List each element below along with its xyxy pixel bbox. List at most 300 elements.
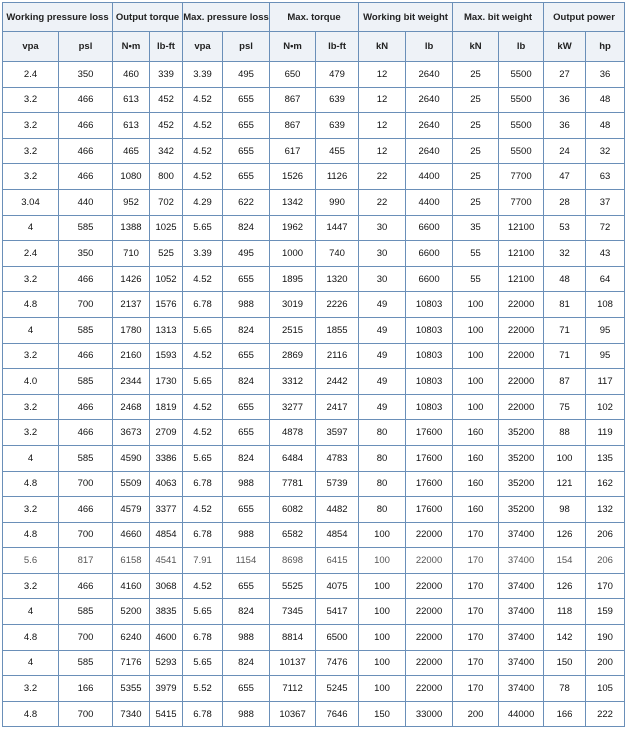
table-cell: 36 [586, 62, 625, 88]
table-cell: 3.2 [3, 394, 59, 420]
table-cell: 4.52 [183, 87, 223, 113]
table-cell: 3979 [150, 676, 183, 702]
table-cell: 10803 [406, 394, 453, 420]
table-cell: 36 [544, 113, 586, 139]
table-cell: 5417 [316, 599, 359, 625]
table-cell: 7646 [316, 701, 359, 727]
table-cell: 3.2 [3, 138, 59, 164]
table-cell: 655 [223, 164, 270, 190]
table-cell: 3.2 [3, 420, 59, 446]
table-cell: 655 [223, 266, 270, 292]
table-cell: 2640 [406, 87, 453, 113]
table-cell: 5525 [270, 573, 316, 599]
table-cell: 2160 [113, 343, 150, 369]
table-cell: 170 [586, 573, 625, 599]
table-row [3, 650, 625, 676]
table-cell: 655 [223, 394, 270, 420]
table-cell: 1052 [150, 266, 183, 292]
table-cell: 495 [223, 62, 270, 88]
table-cell: 639 [316, 87, 359, 113]
table-cell: 2515 [270, 317, 316, 343]
table-cell: 867 [270, 113, 316, 139]
table-cell: 4.52 [183, 573, 223, 599]
table-cell: 339 [150, 62, 183, 88]
table-cell: 585 [59, 215, 113, 241]
table-cell: 200 [586, 650, 625, 676]
table-cell: 12 [359, 113, 406, 139]
table-cell: 78 [544, 676, 586, 702]
table-cell: 6158 [113, 548, 150, 574]
table-cell: 2640 [406, 138, 453, 164]
table-cell: 2640 [406, 113, 453, 139]
table-cell: 988 [223, 701, 270, 727]
table-row [3, 369, 625, 395]
table-cell: 160 [453, 497, 499, 523]
table-cell: 1320 [316, 266, 359, 292]
table-cell: 700 [59, 471, 113, 497]
table-cell: 585 [59, 650, 113, 676]
table-cell: 6.78 [183, 471, 223, 497]
table-cell: 3.2 [3, 164, 59, 190]
table-cell: 44000 [499, 701, 544, 727]
unit-header-cell: lb [406, 32, 453, 62]
table-cell: 25 [453, 164, 499, 190]
table-cell: 160 [453, 420, 499, 446]
unit-header-row [3, 32, 625, 62]
table-row [3, 189, 625, 215]
table-cell: 702 [150, 189, 183, 215]
table-cell: 12 [359, 62, 406, 88]
table-cell: 49 [359, 292, 406, 318]
table-cell: 5293 [150, 650, 183, 676]
table-cell: 7345 [270, 599, 316, 625]
table-cell: 3.39 [183, 62, 223, 88]
table-cell: 1447 [316, 215, 359, 241]
group-header-cell: Working bit weight [359, 3, 453, 32]
table-cell: 28 [544, 189, 586, 215]
table-row [3, 497, 625, 523]
table-cell: 8698 [270, 548, 316, 574]
table-cell: 12100 [499, 266, 544, 292]
table-cell: 3.2 [3, 343, 59, 369]
table-cell: 988 [223, 522, 270, 548]
table-cell: 4.29 [183, 189, 223, 215]
table-cell: 452 [150, 113, 183, 139]
unit-header-cell: N•m [270, 32, 316, 62]
table-cell: 585 [59, 317, 113, 343]
table-cell: 160 [453, 471, 499, 497]
table-cell: 150 [544, 650, 586, 676]
table-cell: 22000 [406, 650, 453, 676]
table-cell: 7781 [270, 471, 316, 497]
table-cell: 35200 [499, 471, 544, 497]
table-cell: 1780 [113, 317, 150, 343]
table-cell: 466 [59, 266, 113, 292]
table-cell: 25 [453, 113, 499, 139]
table-cell: 22000 [406, 522, 453, 548]
table-cell: 4 [3, 317, 59, 343]
table-cell: 170 [453, 650, 499, 676]
table-cell: 3.2 [3, 497, 59, 523]
table-cell: 100 [453, 369, 499, 395]
table-cell: 4.52 [183, 420, 223, 446]
table-cell: 6500 [316, 625, 359, 651]
table-cell: 4 [3, 215, 59, 241]
table-cell: 37400 [499, 650, 544, 676]
table-cell: 200 [453, 701, 499, 727]
table-cell: 1962 [270, 215, 316, 241]
table-cell: 1819 [150, 394, 183, 420]
table-cell: 22000 [499, 343, 544, 369]
table-cell: 4.52 [183, 266, 223, 292]
table-cell: 466 [59, 573, 113, 599]
table-cell: 3.2 [3, 676, 59, 702]
table-cell: 1154 [223, 548, 270, 574]
table-cell: 37400 [499, 625, 544, 651]
table-row [3, 625, 625, 651]
table-cell: 100 [359, 676, 406, 702]
table-cell: 27 [544, 62, 586, 88]
table-cell: 170 [453, 548, 499, 574]
table-cell: 22 [359, 164, 406, 190]
table-cell: 10367 [270, 701, 316, 727]
table-cell: 466 [59, 394, 113, 420]
table-cell: 4600 [150, 625, 183, 651]
table-cell: 1080 [113, 164, 150, 190]
table-cell: 25 [453, 189, 499, 215]
table-cell: 6600 [406, 215, 453, 241]
table-cell: 25 [453, 138, 499, 164]
table-cell: 43 [586, 241, 625, 267]
table-cell: 100 [359, 625, 406, 651]
table-cell: 3386 [150, 445, 183, 471]
unit-header-cell: psl [223, 32, 270, 62]
table-cell: 55 [453, 241, 499, 267]
table-cell: 460 [113, 62, 150, 88]
table-cell: 6484 [270, 445, 316, 471]
table-cell: 132 [586, 497, 625, 523]
table-cell: 7.91 [183, 548, 223, 574]
table-cell: 33000 [406, 701, 453, 727]
unit-header-cell: kN [359, 32, 406, 62]
table-cell: 585 [59, 445, 113, 471]
table-cell: 22000 [406, 548, 453, 574]
table-cell: 2468 [113, 394, 150, 420]
table-cell: 4075 [316, 573, 359, 599]
table-cell: 4400 [406, 189, 453, 215]
table-cell: 585 [59, 369, 113, 395]
table-cell: 6.78 [183, 522, 223, 548]
table-cell: 700 [59, 292, 113, 318]
table-cell: 4.8 [3, 522, 59, 548]
table-cell: 100 [359, 599, 406, 625]
table-cell: 817 [59, 548, 113, 574]
table-cell: 655 [223, 113, 270, 139]
table-cell: 190 [586, 625, 625, 651]
table-cell: 655 [223, 420, 270, 446]
table-cell: 4160 [113, 573, 150, 599]
table-cell: 166 [544, 701, 586, 727]
table-cell: 7112 [270, 676, 316, 702]
unit-header-cell: psl [59, 32, 113, 62]
table-cell: 37400 [499, 599, 544, 625]
table-cell: 2.4 [3, 241, 59, 267]
table-cell: 7476 [316, 650, 359, 676]
table-row [3, 573, 625, 599]
table-cell: 159 [586, 599, 625, 625]
table-cell: 22000 [406, 676, 453, 702]
group-header-cell: Max. bit weight [453, 3, 544, 32]
table-cell: 80 [359, 445, 406, 471]
table-cell: 3835 [150, 599, 183, 625]
table-cell: 1526 [270, 164, 316, 190]
table-cell: 6600 [406, 266, 453, 292]
table-cell: 6.78 [183, 701, 223, 727]
table-cell: 22 [359, 189, 406, 215]
table-cell: 3.39 [183, 241, 223, 267]
table-cell: 466 [59, 420, 113, 446]
table-cell: 4590 [113, 445, 150, 471]
table-cell: 37400 [499, 522, 544, 548]
table-cell: 5739 [316, 471, 359, 497]
table-cell: 3.2 [3, 266, 59, 292]
table-row [3, 215, 625, 241]
table-cell: 3068 [150, 573, 183, 599]
table-row [3, 445, 625, 471]
table-cell: 6582 [270, 522, 316, 548]
table-cell: 80 [359, 420, 406, 446]
table-cell: 4 [3, 445, 59, 471]
table-cell: 350 [59, 241, 113, 267]
table-cell: 495 [223, 241, 270, 267]
table-cell: 22000 [499, 394, 544, 420]
table-cell: 126 [544, 573, 586, 599]
table-cell: 710 [113, 241, 150, 267]
table-cell: 170 [453, 522, 499, 548]
table-cell: 700 [59, 522, 113, 548]
table-cell: 100 [359, 573, 406, 599]
table-cell: 655 [223, 497, 270, 523]
table-cell: 655 [223, 87, 270, 113]
unit-header-cell: kW [544, 32, 586, 62]
table-cell: 700 [59, 625, 113, 651]
table-cell: 87 [544, 369, 586, 395]
table-cell: 824 [223, 599, 270, 625]
table-cell: 95 [586, 317, 625, 343]
table-row [3, 676, 625, 702]
table-cell: 48 [586, 87, 625, 113]
table-cell: 35200 [499, 497, 544, 523]
table-cell: 142 [544, 625, 586, 651]
table-cell: 32 [544, 241, 586, 267]
table-cell: 108 [586, 292, 625, 318]
table-cell: 3019 [270, 292, 316, 318]
table-cell: 49 [359, 317, 406, 343]
table-cell: 4.52 [183, 394, 223, 420]
table-cell: 126 [544, 522, 586, 548]
table-cell: 22000 [499, 317, 544, 343]
table-cell: 622 [223, 189, 270, 215]
table-cell: 5415 [150, 701, 183, 727]
table-cell: 154 [544, 548, 586, 574]
table-cell: 35 [453, 215, 499, 241]
table-row [3, 343, 625, 369]
table-cell: 350 [59, 62, 113, 88]
table-cell: 32 [586, 138, 625, 164]
table-cell: 25 [453, 62, 499, 88]
table-cell: 121 [544, 471, 586, 497]
table-cell: 1388 [113, 215, 150, 241]
table-cell: 1730 [150, 369, 183, 395]
unit-header-cell: vpa [3, 32, 59, 62]
table-cell: 6.78 [183, 292, 223, 318]
table-row [3, 599, 625, 625]
table-cell: 1426 [113, 266, 150, 292]
table-cell: 990 [316, 189, 359, 215]
group-header-cell: Output torque [113, 3, 183, 32]
table-cell: 4.52 [183, 343, 223, 369]
table-cell: 1593 [150, 343, 183, 369]
table-cell: 10137 [270, 650, 316, 676]
table-cell: 22000 [406, 573, 453, 599]
table-cell: 3.2 [3, 113, 59, 139]
table-cell: 170 [453, 573, 499, 599]
table-cell: 585 [59, 599, 113, 625]
table-cell: 22000 [499, 369, 544, 395]
table-cell: 655 [223, 138, 270, 164]
table-cell: 170 [453, 599, 499, 625]
table-cell: 5245 [316, 676, 359, 702]
table-cell: 4541 [150, 548, 183, 574]
table-row [3, 292, 625, 318]
unit-header-cell: kN [453, 32, 499, 62]
unit-header-cell: N•m [113, 32, 150, 62]
group-header-row [3, 3, 625, 32]
unit-header-cell: vpa [183, 32, 223, 62]
table-cell: 88 [544, 420, 586, 446]
table-cell: 17600 [406, 497, 453, 523]
table-cell: 3.2 [3, 573, 59, 599]
table-cell: 80 [359, 497, 406, 523]
table-cell: 639 [316, 113, 359, 139]
table-cell: 206 [586, 548, 625, 574]
table-cell: 12100 [499, 241, 544, 267]
table-cell: 206 [586, 522, 625, 548]
table-cell: 71 [544, 317, 586, 343]
group-header-cell: Max. pressure loss [183, 3, 270, 32]
table-cell: 700 [59, 701, 113, 727]
table-cell: 466 [59, 164, 113, 190]
table-cell: 160 [453, 445, 499, 471]
table-cell: 4.8 [3, 471, 59, 497]
table-row [3, 87, 625, 113]
table-cell: 72 [586, 215, 625, 241]
table-cell: 655 [223, 343, 270, 369]
table-cell: 37400 [499, 676, 544, 702]
table-cell: 2869 [270, 343, 316, 369]
table-cell: 988 [223, 625, 270, 651]
table-cell: 824 [223, 369, 270, 395]
table-cell: 4.52 [183, 138, 223, 164]
table-cell: 118 [544, 599, 586, 625]
table-cell: 100 [544, 445, 586, 471]
table-cell: 24 [544, 138, 586, 164]
unit-header-cell: lb [499, 32, 544, 62]
table-cell: 2417 [316, 394, 359, 420]
table-cell: 166 [59, 676, 113, 702]
table-cell: 6082 [270, 497, 316, 523]
table-cell: 22000 [406, 625, 453, 651]
table-cell: 1895 [270, 266, 316, 292]
table-cell: 465 [113, 138, 150, 164]
table-cell: 64 [586, 266, 625, 292]
table-cell: 37 [586, 189, 625, 215]
table-cell: 7700 [499, 164, 544, 190]
table-row [3, 522, 625, 548]
table-cell: 1025 [150, 215, 183, 241]
table-row [3, 317, 625, 343]
table-cell: 655 [223, 676, 270, 702]
table-cell: 2116 [316, 343, 359, 369]
table-row [3, 701, 625, 727]
table-cell: 25 [453, 87, 499, 113]
table-cell: 466 [59, 87, 113, 113]
table-cell: 12 [359, 87, 406, 113]
table-cell: 4063 [150, 471, 183, 497]
table-cell: 4.0 [3, 369, 59, 395]
table-cell: 37400 [499, 548, 544, 574]
table-cell: 8814 [270, 625, 316, 651]
table-cell: 5.65 [183, 599, 223, 625]
table-cell: 4.8 [3, 625, 59, 651]
table-cell: 6.78 [183, 625, 223, 651]
table-cell: 48 [586, 113, 625, 139]
table-cell: 100 [453, 394, 499, 420]
table-cell: 4854 [316, 522, 359, 548]
table-cell: 2226 [316, 292, 359, 318]
table-cell: 170 [453, 625, 499, 651]
table-cell: 30 [359, 266, 406, 292]
table-cell: 117 [586, 369, 625, 395]
unit-header-cell: lb-ft [316, 32, 359, 62]
table-cell: 3.2 [3, 87, 59, 113]
table-cell: 455 [316, 138, 359, 164]
table-cell: 440 [59, 189, 113, 215]
table-cell: 48 [544, 266, 586, 292]
table-cell: 49 [359, 394, 406, 420]
table-cell: 4400 [406, 164, 453, 190]
table-cell: 2640 [406, 62, 453, 88]
table-cell: 17600 [406, 420, 453, 446]
table-cell: 162 [586, 471, 625, 497]
table-cell: 1000 [270, 241, 316, 267]
table-cell: 80 [359, 471, 406, 497]
table-row [3, 113, 625, 139]
table-cell: 3377 [150, 497, 183, 523]
table-cell: 4878 [270, 420, 316, 446]
table-cell: 12 [359, 138, 406, 164]
table-cell: 222 [586, 701, 625, 727]
table-cell: 100 [453, 292, 499, 318]
table-cell: 4.52 [183, 497, 223, 523]
table-cell: 150 [359, 701, 406, 727]
table-cell: 5355 [113, 676, 150, 702]
unit-header-cell: lb-ft [150, 32, 183, 62]
table-cell: 867 [270, 87, 316, 113]
table-cell: 5500 [499, 87, 544, 113]
table-cell: 100 [359, 650, 406, 676]
table-cell: 452 [150, 87, 183, 113]
